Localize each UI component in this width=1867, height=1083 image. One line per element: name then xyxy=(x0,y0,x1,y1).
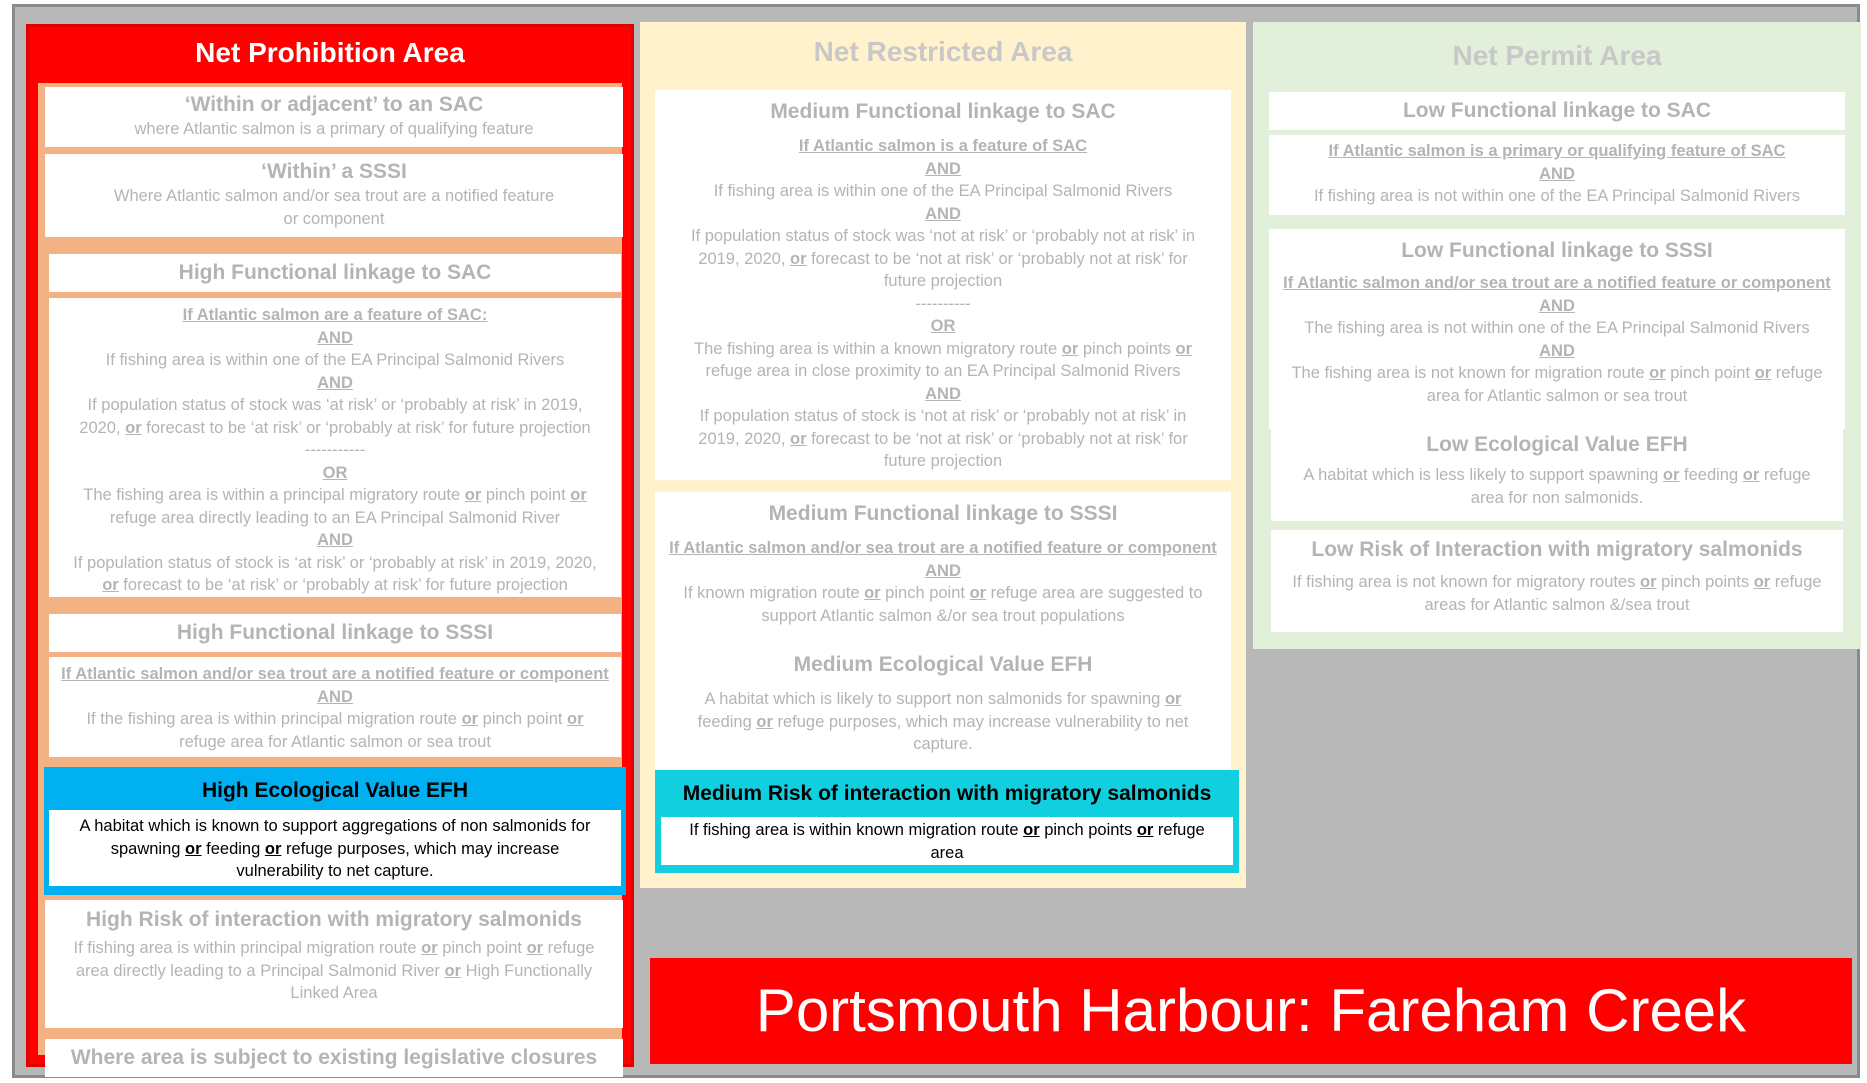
criteria-line xyxy=(57,838,613,861)
criteria-text: pinch point xyxy=(880,584,970,602)
criteria-line: refuge area for Atlantic salmon or sea trout xyxy=(179,732,491,751)
medium-sac-heading: Medium Functional linkage to SAC xyxy=(770,100,1116,123)
low-efh-box xyxy=(1271,425,1843,521)
criteria-text: forecast to be ‘not at risk’ or ‘probably not at risk’ for xyxy=(806,429,1188,448)
criteria-text: feeding xyxy=(1679,466,1743,484)
criteria-line: If population status of stock is ‘at risk’ or ‘probably at risk’ in 2019, 2020, xyxy=(73,553,597,572)
or-keyword: or xyxy=(264,839,282,858)
criteria-line: A habitat which is known to support aggregations of non salmonids for xyxy=(79,817,591,835)
high-sac-heading: High Functional linkage to SAC xyxy=(178,261,492,284)
criteria-line: If fishing area is within one of the EA Principal Salmonid Rivers xyxy=(105,351,565,369)
criteria-text: The fishing area is not known for migration route xyxy=(1291,364,1650,382)
criteria-line xyxy=(53,937,615,960)
criteria-text: If known migration route xyxy=(683,584,865,602)
low-sssi-heading: Low Functional linkage to SSSI xyxy=(1401,239,1713,262)
criteria-line xyxy=(1279,571,1835,594)
or-keyword: or xyxy=(1662,466,1680,484)
or-keyword: or xyxy=(1639,573,1657,591)
criteria-text: If the fishing area is within principal migration route xyxy=(86,710,462,728)
sac-within-heading: ‘Within or adjacent’ to an SAC xyxy=(184,93,484,116)
low-risk-box xyxy=(1271,530,1843,632)
criteria-text: feeding xyxy=(697,712,757,731)
high-risk-heading: High Risk of interaction with migratory salmonids xyxy=(86,908,582,931)
or-keyword: or xyxy=(102,576,119,594)
separator-dashes: ----------- xyxy=(304,441,366,459)
criteria-text: If fishing area is within known migration route xyxy=(689,821,1024,839)
criteria-text: The fishing area is within a known migratory route xyxy=(694,339,1062,358)
criteria-line xyxy=(663,248,1223,271)
and-connector: AND xyxy=(925,384,961,403)
net-prohibition-area xyxy=(26,24,634,1067)
net-restricted-area xyxy=(640,22,1246,888)
medium-efh-heading: Medium Ecological Value EFH xyxy=(793,653,1093,676)
sssi-within-heading: ‘Within’ a SSSI xyxy=(261,160,407,183)
and-connector: AND xyxy=(1539,296,1575,315)
criteria-line: support Atlantic salmon &/or sea trout populations xyxy=(761,606,1125,625)
or-keyword: or xyxy=(185,839,202,858)
sac-within-box xyxy=(45,87,623,147)
medium-risk-highlight xyxy=(655,770,1239,873)
high-sac-heading-box xyxy=(49,254,621,292)
or-keyword: or xyxy=(570,486,587,504)
permit-title: Net Permit Area xyxy=(1452,40,1662,71)
low-efh-heading: Low Ecological Value EFH xyxy=(1426,433,1688,456)
criteria-text: refuge xyxy=(1770,573,1822,591)
criteria-line: The fishing area is not within one of the EA Principal Salmonid Rivers xyxy=(1304,319,1810,337)
criteria-text: pinch point xyxy=(478,710,568,728)
high-sssi-heading: High Functional linkage to SSSI xyxy=(176,621,494,644)
sac-within-text: where Atlantic salmon is a primary of qualifying feature xyxy=(134,120,534,138)
high-sssi-criteria xyxy=(49,657,621,757)
criteria-text: refuge purposes, which may increase xyxy=(281,839,560,858)
criteria-line: future projection xyxy=(883,452,1003,470)
criteria-text: pinch point xyxy=(1665,364,1755,382)
criteria-line: If population status of stock was ‘at risk’ or ‘probably at risk’ in 2019, xyxy=(87,396,583,414)
criteria-text: pinch points xyxy=(1078,339,1176,358)
low-sssi-box xyxy=(1269,229,1845,429)
criteria-line: vulnerability to net capture. xyxy=(236,862,434,880)
or-keyword: or xyxy=(1754,364,1772,382)
sssi-within-text: Where Atlantic salmon and/or sea trout are a notified feature or component xyxy=(113,187,555,228)
criteria-line: refuge area in close proximity to an EA Principal Salmonid Rivers xyxy=(705,362,1181,380)
or-keyword: or xyxy=(567,710,584,728)
high-sssi-condition: If Atlantic salmon and/or sea trout are a notified feature or component xyxy=(61,665,609,683)
criteria-text: pinch points xyxy=(1656,573,1754,591)
criteria-line: future projection xyxy=(883,272,1003,290)
criteria-line: If population status of stock is ‘not at risk’ or ‘probably not at risk’ in xyxy=(699,407,1187,425)
criteria-line: If population status of stock was ‘not at risk’ or ‘probably not at risk’ in xyxy=(690,227,1196,245)
criteria-text: forecast to be ‘at risk’ or ‘probably at risk’ for future projection xyxy=(141,418,591,437)
criteria-line: If fishing area is within one of the EA Principal Salmonid Rivers xyxy=(713,182,1173,200)
medium-risk-heading: Medium Risk of interaction with migratory salmonids xyxy=(682,782,1212,805)
or-keyword: or xyxy=(1649,364,1666,382)
criteria-text: If fishing area is within principal migration route xyxy=(73,939,422,957)
criteria-line xyxy=(663,711,1223,734)
criteria-line xyxy=(57,574,613,597)
medium-sssi-condition: If Atlantic salmon and/or sea trout are a notified feature or component xyxy=(669,539,1217,557)
criteria-line xyxy=(663,688,1223,711)
high-sssi-heading-box xyxy=(49,614,621,652)
criteria-text: A habitat which is likely to support non salmonids for spawning xyxy=(704,690,1165,708)
or-keyword: or xyxy=(756,712,773,731)
criteria-line: area xyxy=(930,843,964,862)
medium-risk-text xyxy=(661,817,1233,865)
or-keyword: or xyxy=(526,939,544,957)
criteria-text: If fishing area is not known for migratory routes xyxy=(1292,573,1640,591)
or-keyword: or xyxy=(1136,821,1154,839)
criteria-text: forecast to be ‘at risk’ or ‘probably at risk’ for future projection xyxy=(118,576,568,594)
or-keyword: or xyxy=(1753,573,1771,591)
low-sac-condition: If Atlantic salmon is a primary or qualifying feature of SAC xyxy=(1328,142,1786,160)
low-sac-criteria xyxy=(1269,135,1845,215)
and-connector: AND xyxy=(925,159,961,178)
low-sac-heading: Low Functional linkage to SAC xyxy=(1402,99,1711,122)
criteria-line xyxy=(57,417,613,440)
criteria-text: High Functionally xyxy=(461,961,593,980)
high-sac-criteria xyxy=(49,298,621,597)
low-sac-heading-box xyxy=(1269,92,1845,130)
prohibition-title: Net Prohibition Area xyxy=(195,37,465,68)
closures-heading: Where area is subject to existing legislative closures xyxy=(70,1046,598,1069)
criteria-text: The fishing area is within a principal migratory route xyxy=(83,486,465,504)
criteria-line xyxy=(1279,464,1835,487)
and-connector: AND xyxy=(317,531,353,549)
or-keyword: or xyxy=(1175,339,1192,358)
criteria-line xyxy=(663,428,1223,451)
criteria-text: forecast to be ‘not at risk’ or ‘probably not at risk’ for xyxy=(806,249,1188,268)
criteria-line xyxy=(57,708,613,731)
criteria-text: refuge xyxy=(1759,466,1811,484)
criteria-text: pinch points xyxy=(1039,821,1137,839)
criteria-line: refuge area directly leading to an EA Principal Salmonid River xyxy=(109,508,561,527)
criteria-text: area directly leading to a Principal Salmonid River xyxy=(75,961,445,980)
criteria-text: spawning xyxy=(110,839,186,858)
medium-efh-box xyxy=(655,643,1231,783)
or-keyword: or xyxy=(864,584,881,602)
or-keyword: or xyxy=(125,418,142,437)
or-keyword: or xyxy=(444,961,462,980)
criteria-text: feeding xyxy=(201,839,265,858)
restricted-title: Net Restricted Area xyxy=(813,36,1073,67)
closures-box xyxy=(45,1039,623,1077)
high-sac-condition: If Atlantic salmon are a feature of SAC: xyxy=(182,306,488,324)
or-connector: OR xyxy=(930,317,956,335)
or-keyword: or xyxy=(1023,821,1040,839)
criteria-text: refuge xyxy=(1153,821,1205,839)
or-keyword: or xyxy=(421,939,438,957)
criteria-text: pinch point xyxy=(481,486,571,504)
sssi-within-box xyxy=(45,154,623,237)
criteria-text: refuge xyxy=(1771,364,1823,382)
criteria-line xyxy=(53,960,615,983)
site-name-banner: Portsmouth Harbour: Fareham Creek xyxy=(650,958,1852,1064)
high-efh-highlight xyxy=(44,767,626,895)
medium-sac-condition: If Atlantic salmon is a feature of SAC xyxy=(798,137,1088,155)
and-connector: AND xyxy=(1539,164,1575,183)
criteria-line xyxy=(669,819,1225,842)
or-keyword: or xyxy=(790,249,807,268)
criteria-line: capture. xyxy=(913,735,973,753)
criteria-text: A habitat which is less likely to support spawning xyxy=(1303,466,1663,484)
or-keyword: or xyxy=(969,584,987,602)
criteria-text: refuge purposes, which may increase vulnerability to net xyxy=(772,712,1189,731)
criteria-text: 2020, xyxy=(79,418,126,437)
low-sssi-condition: If Atlantic salmon and/or sea trout are a notified feature or component xyxy=(1283,274,1831,292)
low-risk-heading: Low Risk of Interaction with migratory salmonids xyxy=(1311,538,1803,561)
criteria-line xyxy=(57,484,613,507)
criteria-text: refuge xyxy=(543,939,595,957)
criteria-line xyxy=(1277,362,1837,385)
net-permit-area xyxy=(1253,22,1861,649)
criteria-text: 2019, 2020, xyxy=(698,249,791,268)
or-keyword: or xyxy=(1164,690,1182,708)
and-connector: AND xyxy=(317,328,353,347)
criteria-line: Linked Area xyxy=(290,984,378,1002)
and-connector: AND xyxy=(925,561,961,580)
or-keyword: or xyxy=(461,710,479,728)
criteria-text: 2019, 2020, xyxy=(698,429,791,448)
separator-dashes: ---------- xyxy=(915,294,971,313)
medium-sac-box xyxy=(655,90,1231,480)
medium-sssi-heading: Medium Functional linkage to SSSI xyxy=(768,502,1118,525)
or-keyword: or xyxy=(464,486,482,504)
high-efh-heading: High Ecological Value EFH xyxy=(201,779,469,802)
and-connector: AND xyxy=(317,373,353,392)
criteria-line: area for non salmonids. xyxy=(1470,488,1644,507)
criteria-line xyxy=(663,582,1223,605)
high-efh-text xyxy=(49,810,621,886)
or-keyword: or xyxy=(790,429,807,448)
criteria-line xyxy=(663,338,1223,361)
and-connector: AND xyxy=(317,687,353,706)
and-connector: AND xyxy=(1539,341,1575,360)
or-connector: OR xyxy=(322,463,348,482)
criteria-text: pinch point xyxy=(437,939,527,957)
criteria-line: area for Atlantic salmon or sea trout xyxy=(1426,386,1688,405)
or-keyword: or xyxy=(1061,339,1079,358)
criteria-text: refuge area are suggested to xyxy=(986,584,1203,602)
and-connector: AND xyxy=(925,204,961,223)
high-risk-box xyxy=(45,900,623,1028)
criteria-line: If fishing area is not within one of the EA Principal Salmonid Rivers xyxy=(1313,187,1801,205)
or-keyword: or xyxy=(1742,466,1760,484)
criteria-line: areas for Atlantic salmon &/sea trout xyxy=(1424,595,1690,614)
medium-sssi-box xyxy=(655,492,1231,652)
